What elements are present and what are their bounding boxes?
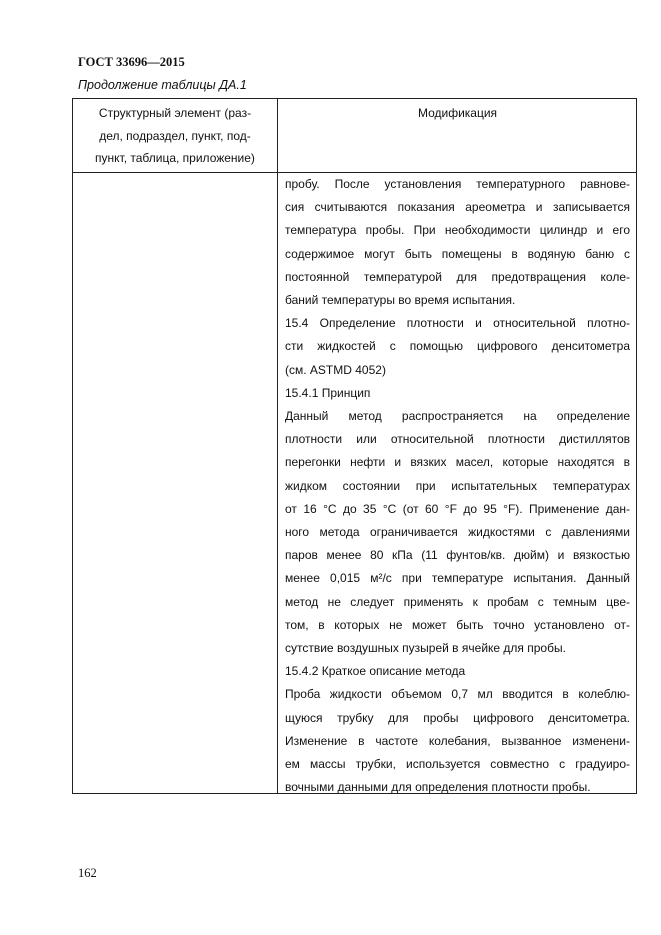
text-line: том, в которых не может быть точно установлено от-	[285, 617, 630, 632]
text-line: жидком состоянии при испытательных температурах	[285, 478, 630, 493]
column-divider	[277, 99, 278, 793]
text-line: баний температуры во время испытания.	[285, 293, 516, 308]
text-line: вочными данными для определения плотности пробы.	[285, 780, 591, 795]
text-line: ного метода ограничивается жидкостями с давлениями	[285, 525, 630, 540]
text-line: пробу. После установления температурного равнове-	[285, 177, 630, 191]
text-line: 15.4 Определение плотности и относительной плотно-	[285, 316, 630, 331]
text-line: Проба жидкости объемом 0,7 мл вводится в колеблю-	[285, 687, 630, 702]
text-line: сти жидкостей с помощью цифрового денситометра	[285, 339, 630, 354]
text-line: ем массы трубки, используется совместно с градуиро-	[285, 757, 630, 772]
text-line: содержимое могут быть помещены в водяную баню с	[285, 246, 630, 261]
text-line: 15.4.1 Принцип	[285, 385, 371, 400]
text-line: менее 0,015 м²/с при температуре испытания. Данный	[285, 571, 630, 586]
column-header-line: Структурный элемент (раз-	[98, 106, 252, 120]
text-line: Данный метод распространяется на определение	[285, 409, 630, 424]
page-number: 162	[78, 866, 97, 880]
text-line: постоянной температурой для предотвращения коле-	[285, 269, 630, 284]
text-line: метод не следует применять к пробам с темным цве-	[285, 594, 630, 609]
text-line: температура пробы. При необходимости цилиндр и его	[285, 223, 630, 238]
modification-cell-text	[285, 173, 630, 799]
text-line: перегонки нефти и вязких масел, которые находятся в	[285, 455, 630, 470]
text-line: Изменение в частоте колебания, вызванное изменени-	[285, 733, 630, 748]
column-header-line: дел, подраздел, пункт, под-	[99, 128, 251, 143]
text-line: сутствие воздушных пузырей в ячейке для пробы.	[285, 641, 566, 656]
text-line: паров менее 80 кПа (11 фунтов/кв. дюйм) и вязкостью	[285, 548, 630, 563]
text-line: (см. ASTMD 4052)	[285, 362, 386, 377]
column-header-structural-element	[73, 102, 277, 170]
text-line: щуюся трубку для пробы цифрового денситометра.	[285, 710, 630, 725]
column-header-line: пункт, таблица, приложение)	[95, 151, 255, 165]
text-line: 15.4.2 Краткое описание метода	[285, 664, 466, 679]
column-header-modification: Модификация	[417, 106, 498, 120]
table-caption: Продолжение таблицы ДА.1	[78, 78, 247, 92]
text-line: от 16 °С до 35 °С (от 60 °F до 95 °F). Применение дан-	[285, 501, 630, 516]
text-line: плотности или относительной плотности дистиллятов	[285, 432, 630, 447]
document-code: ГОСТ 33696—2015	[78, 55, 185, 69]
text-line: сия считываются показания ареометра и записывается	[285, 200, 630, 215]
modification-table	[72, 98, 637, 794]
